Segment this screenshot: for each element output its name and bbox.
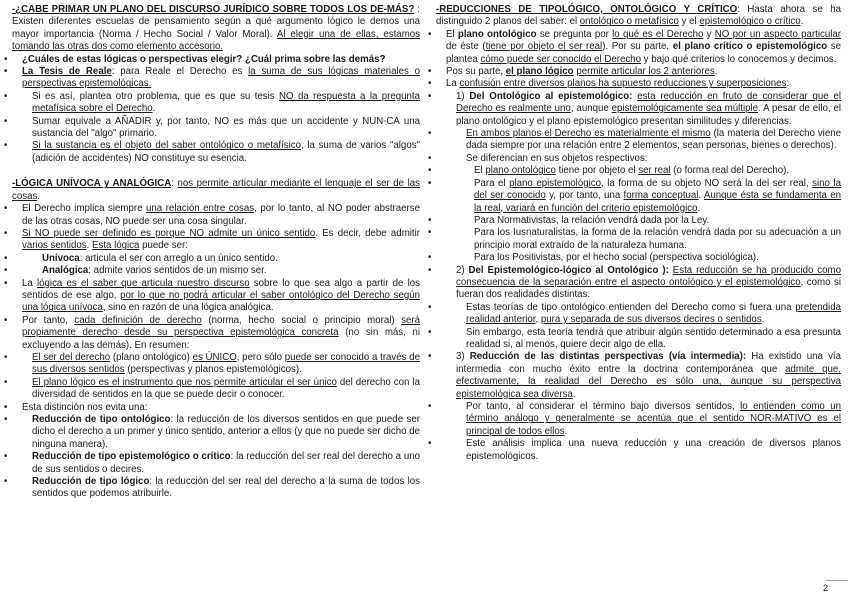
bullet-item (436, 227, 841, 252)
text-run: 2) (456, 264, 469, 276)
bullet-item (12, 140, 420, 165)
text-run: Reducción de las distintas perspectivas (vía intermedia): (469, 351, 747, 363)
bullet-item (436, 252, 841, 264)
text-run: . A pesar de ello, el plano ontológico y el plano epistemológico presentan similitudes y diferencias: (456, 103, 841, 127)
text-run: : la reducción del ser real del derecho a uno de sus sentidos o decires. (32, 451, 420, 475)
bullet-list (436, 78, 841, 90)
text-run: : la reducción del ser real del derecho a la suma de todos los sentidos que podemos atribuirle. (32, 476, 420, 500)
bullet-item (436, 302, 841, 327)
bullet-list (12, 203, 420, 228)
bullet-item (436, 91, 841, 128)
bullet-list (436, 401, 841, 438)
bullet-item (12, 315, 420, 352)
text-run: se pregunta por (536, 28, 613, 40)
bullet-list (436, 165, 841, 177)
text-run: . (564, 425, 568, 437)
bullet-item (12, 352, 420, 377)
bullet-item (436, 438, 841, 463)
bullet-list (12, 414, 420, 451)
bullet-item (436, 178, 841, 215)
text-run: Esta lógica (92, 240, 140, 252)
text-run: . Es decir, debe admitir (315, 227, 420, 239)
bullet-item (436, 29, 841, 66)
text-run: Del Ontológico al epistemológico: (469, 90, 633, 102)
text-run: Reducción de tipo ontológico (32, 414, 171, 425)
text-run: , la suma de varios "algos" (adición de accidentes) NO constituye su esencia. (32, 140, 420, 164)
text-run: es ÚNICO (192, 351, 237, 363)
text-run: puede ser: (139, 240, 188, 252)
text-run: Para los Positivistas, por el hecho social (perspectiva sociológica). (474, 252, 759, 264)
text-run: (la materia del Derecho viene dada siempre por una relación entre 2 elementos, sean personas, bienes o derechos). (466, 128, 841, 152)
page-number: 2 (822, 582, 828, 593)
bullet-list (12, 315, 420, 352)
text-run: . (86, 240, 93, 252)
text-run: y el (678, 16, 700, 28)
text-run: Ha existido una vía intermedia con mucho éxito entre la doctrina contemporánea que (456, 351, 841, 375)
text-run: sobre lo que sea algo a partir de los sentidos de ese algo, (22, 277, 421, 301)
text-run: Analógica (42, 265, 89, 277)
text-run: sino la del ser conocido (474, 177, 842, 202)
bullet-item (12, 54, 420, 66)
bullet-list (12, 278, 420, 315)
bullet-list (12, 253, 420, 265)
bullet-item (12, 91, 420, 116)
bullet-list (12, 402, 420, 414)
text-run: Se diferencian en sus objetos respectivos: (466, 152, 648, 164)
text-run: del derecho con la diversidad de sentidos en la que se puede decir o conocer. (32, 376, 420, 401)
text-run: ser real (638, 165, 671, 177)
text-run: epistemológico o crítico (699, 16, 801, 28)
text-run: El plano lógico es el instrumento que nos permite articular el ser único (32, 376, 337, 388)
text-run: : Hasta ahora se ha distinguido 2 planos del saber: el (436, 4, 841, 28)
text-run: Para los Iusnaturalistas, la forma de la relación vendrá dada por su adecuación a un principio moral extraído de la naturaleza humana. (474, 227, 841, 251)
text-run: Del Epistemológico-lógico al Ontológico ): (468, 264, 669, 276)
text-run: Si es así, plantea otro problema, que es que su tesis (32, 90, 280, 102)
text-run: La (446, 78, 460, 90)
text-run: . (572, 388, 576, 400)
text-run: Sumar equivale a AÑADIR y, por tanto, NO es más que un accidente y NUN-CA una sustancia del "algo" primario. (32, 115, 420, 140)
bullet-list (12, 91, 420, 116)
text-run: tiene por objeto el ser real (485, 41, 603, 53)
bullet-list (436, 265, 841, 302)
bullet-item (12, 451, 420, 476)
text-run: esta reducción en fruto de considerar que el Derecho es realmente uno (456, 90, 841, 115)
bullet-item (12, 203, 420, 228)
text-run: 3) (456, 351, 470, 363)
text-run: En ambos planos el Derecho es materialmente el mismo (466, 128, 711, 140)
text-run: Para el (474, 177, 510, 189)
section-paragraph (12, 178, 420, 203)
bullet-item (12, 228, 420, 253)
bullet-item (436, 66, 841, 78)
text-run: Reducción de tipo epistemológico o crítico (32, 451, 231, 463)
text-run: , aunque (570, 103, 612, 115)
text-run: puede ser conocido a través de sus diversos sentidos (32, 351, 420, 376)
bullet-item (12, 476, 420, 501)
bullet-list (12, 116, 420, 141)
text-run: el plano crítico o epistemológico (672, 41, 828, 53)
text-run: Por tanto, al considerar el término bajo diversos sentidos, (466, 401, 741, 412)
text-run: ontológico o metafísico (579, 16, 679, 28)
bullet-item (12, 414, 420, 451)
bullet-list (436, 302, 841, 327)
bullet-list (436, 252, 841, 264)
bullet-item (436, 215, 841, 227)
text-run: Pos su parte, (446, 66, 506, 78)
text-run: plano ontológico (457, 28, 537, 40)
text-run: , pero sólo (236, 351, 285, 363)
text-run: El Derecho implica siempre (22, 203, 146, 215)
text-run: Unívoca (42, 252, 80, 264)
text-run: Sin embargo, esta teoría tendrá que atribuir algún sentido determinado a esa presunta realidad si, al menos, quiere decir algo de ella. (466, 326, 841, 350)
text-run: El (474, 165, 486, 177)
text-run: (perspectivas y planos epistemológicos). (124, 364, 302, 376)
text-run: cómo puede ser conocido el Derecho (480, 53, 641, 65)
text-run: Esta distinción nos evita una: (22, 401, 148, 413)
text-run: permite articular los 2 anteriores (576, 66, 715, 78)
text-run: la suma de sus lógicas materiales o perspectivas epistemológicas. (22, 66, 420, 90)
bullet-item (12, 278, 420, 315)
text-run: : Existen diferentes escuelas de pensamiento según a qué argumento lógico le demos una mayor importancia (Norma / Hecho Social / Valor Moral). (12, 4, 420, 40)
text-run: ). Por su parte, (602, 41, 673, 53)
text-run: (no sin más, ni excluyendo a las demás). En resumen: (22, 327, 421, 351)
text-run: ¿Cuáles de estas lógicas o perspectivas elegir? ¿Cuál prima sobre las demás? (22, 53, 386, 65)
text-run: , (535, 314, 541, 326)
text-run: : articula el ser con arreglo a un único sentido. (79, 252, 278, 264)
text-run: : para Reale el Derecho es (111, 66, 249, 78)
text-run: plano epistemológico (509, 177, 601, 189)
section-paragraph (12, 4, 420, 54)
text-run: y bajo qué criterios lo conocemos y decimos. (640, 53, 837, 65)
text-run: nos permite articular mediante el lenguaje el ser de las cosas (12, 178, 420, 202)
text-run: plano ontológico (485, 165, 556, 177)
text-run: , por lo tanto, al NO poder abstraerse de las otras cosas, NO puede ser una cosa singular. (22, 203, 420, 227)
text-run: y, por tanto, una (545, 190, 624, 202)
text-run: : la reducción de los diversos sentidos en que puede ser dicho el derecho a un primer y único sentido, anterior a ellos (y que no puede ser dicho de ninguna manera). (32, 414, 421, 450)
text-run: (plano ontológico) (110, 351, 193, 363)
text-run: lo qué es el Derecho (612, 28, 704, 40)
text-run: Al elegir una de ellas, estamos tomando las otras dos como elemento accesorio. (12, 28, 420, 53)
left-column (12, 4, 420, 501)
text-run: La (22, 277, 37, 289)
bullet-list (436, 178, 841, 215)
bullet-list (12, 66, 420, 91)
bullet-item (436, 78, 841, 90)
bullet-item (436, 165, 841, 177)
text-run: Por tanto, (22, 314, 75, 326)
text-run: confusión entre diversos planos ha supuesto reducciones y superposiciones (459, 78, 787, 90)
bullet-list (436, 327, 841, 352)
bullet-list (12, 140, 420, 165)
text-run: . (152, 103, 156, 115)
bullet-item (12, 116, 420, 141)
text-run: (o forma real del Derecho). (670, 165, 790, 177)
text-run: y (703, 28, 715, 40)
text-run: La Tesis de Reale (22, 66, 112, 78)
text-run: -LÓGICA UNÍVOCA y ANALÓGICA (12, 178, 172, 190)
bullet-list (436, 438, 841, 463)
text-run: , como si fueran dos realidades distintas. (456, 276, 841, 301)
text-run: 1) (456, 90, 470, 102)
text-run: de éste ( (446, 41, 486, 53)
text-run: Si la sustancia es el objeto del saber ontológico o metafísico (32, 140, 301, 152)
text-run: será propiamente derecho desde su perspectiva epistemológica concreta (22, 314, 420, 339)
bullet-list (436, 66, 841, 78)
text-run: por lo que no podrá articular el saber ontológico del Derecho según una lógica unívoca (22, 289, 421, 314)
text-run: se plantea (446, 41, 841, 65)
text-run: varios sentidos (22, 240, 87, 252)
bullet-list (436, 227, 841, 252)
section-paragraph (436, 4, 841, 29)
bullet-list (436, 29, 841, 66)
bullet-item (436, 401, 841, 438)
right-column (436, 4, 841, 463)
text-run: . (697, 202, 701, 214)
text-run: cada definición de derecho (74, 314, 202, 326)
text-run: . (714, 66, 718, 78)
bullet-item (436, 351, 841, 401)
section-gap (12, 165, 420, 178)
text-run: Esta reducción se ha producido como consecuencia de la separación entre el aspecto ontológico y el epistemológico (456, 264, 841, 288)
bullet-item (12, 253, 420, 265)
bullet-list (12, 265, 420, 277)
text-run: Reducción de tipo lógico (32, 476, 150, 488)
bullet-item (12, 265, 420, 277)
text-run: Aunque ésta se fundamenta en la real, variará en función del criterio epistemológico (474, 190, 842, 214)
text-run: , la forma de su objeto NO será la del ser real, (600, 177, 813, 189)
text-run: tiene por objeto el (555, 165, 639, 177)
bullet-list (12, 228, 420, 253)
text-run: . (761, 314, 765, 326)
bullet-item (12, 402, 420, 414)
text-run: El (446, 28, 458, 40)
text-run: epistemológicamente sea múltiple (611, 103, 759, 115)
bullet-item (12, 377, 420, 402)
text-run: Estas teorías de tipo ontológico entienden del Derecho como si fuera una (466, 301, 796, 313)
text-run: (norma, hecho social o principio moral) (201, 314, 402, 326)
corner-rule (826, 580, 848, 581)
text-run: NO da respuesta a la pregunta metafísica sobre el Derecho (32, 90, 421, 115)
bullet-list (12, 352, 420, 377)
text-run: : admite varios sentidos de un mismo ser. (88, 265, 267, 277)
text-run: . (37, 190, 41, 202)
text-run: Para Normativistas, la relación vendrá dada por la Ley. (474, 214, 710, 226)
bullet-list (12, 451, 420, 476)
bullet-item (436, 327, 841, 352)
text-run: -REDUCCIONES DE TIPOLÓGICO, ONTOLÓGICO Y CRÍTICO (436, 4, 738, 15)
bullet-list (12, 54, 420, 66)
text-run: Este análisis implica una nueva reducción y una creación de diversos planos epistemológicos. (466, 438, 841, 462)
bullet-item (436, 128, 841, 153)
text-run: -¿CABE PRIMAR UN PLANO DEL DISCURSO JURÍDICO SOBRE TODOS LOS DE-MÁS? (12, 4, 415, 15)
text-run: el plano lógico (505, 66, 574, 78)
text-run: pura y separada de sus diversos decires o sentidos (540, 314, 762, 326)
text-run: pretendida realidad anterior (466, 301, 841, 326)
bullet-list (436, 153, 841, 165)
bullet-list (436, 351, 841, 401)
bullet-list (12, 476, 420, 501)
text-run: una relación entre cosas (146, 203, 255, 215)
bullet-item (12, 66, 420, 91)
bullet-list (12, 377, 420, 402)
text-run: , sino en razón de una lógica analógica. (102, 302, 274, 314)
bullet-item (436, 265, 841, 302)
text-run: El ser del derecho (32, 351, 111, 363)
text-run: forma conceptual (623, 190, 699, 202)
bullet-list (436, 128, 841, 153)
text-run: Si NO puede ser definido es porque NO admite un único sentido (22, 227, 316, 239)
bullet-list (436, 215, 841, 227)
text-run: . (698, 190, 704, 202)
text-run: . (800, 16, 804, 28)
text-run: lógica es el saber que articula nuestro discurso (37, 277, 250, 289)
text-run: : (786, 78, 790, 90)
text-run: NO por un aspecto particular (714, 28, 842, 40)
text-run: lo entienden como un término análogo y generalmente se acentúa que el sentido NOR-MATIVO es el principal de todos ellos (466, 401, 842, 437)
text-run: : (171, 178, 178, 190)
bullet-list (436, 91, 841, 128)
text-run: admite que, efectivamente, la realidad del Derecho es sólo una, aunque su perspectiva epistemológica sea diversa (456, 363, 841, 400)
bullet-item (436, 153, 841, 165)
